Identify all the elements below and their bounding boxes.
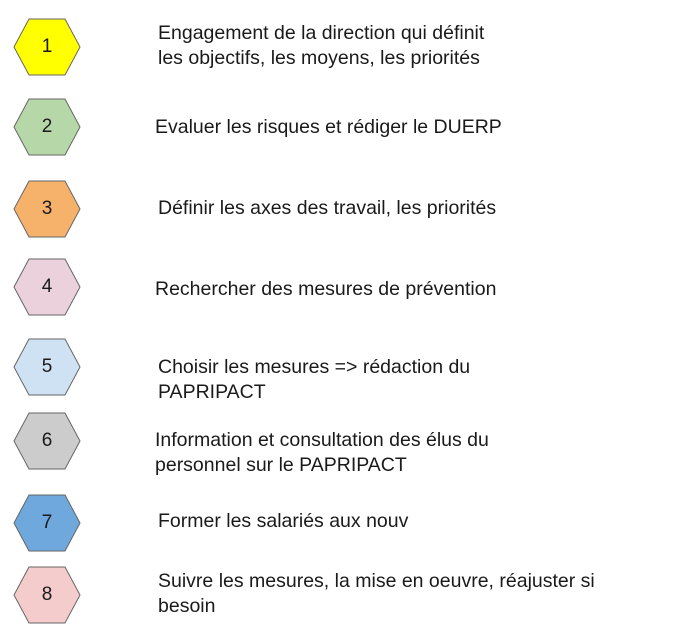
step-number: 2	[41, 116, 53, 137]
step-number: 5	[41, 356, 53, 377]
hexagon-4	[12, 258, 82, 316]
step-text: Engagement de la direction qui définit les objectifs, les moyens, les priorités	[158, 22, 485, 69]
step-number: 3	[41, 198, 53, 219]
step-text: Former les salariés aux nouv	[158, 510, 409, 532]
step-text: Evaluer les risques et rédiger le DUERP	[155, 116, 502, 138]
hexagon-2	[12, 98, 82, 156]
hexagon-8	[12, 566, 82, 624]
step-text: Information et consultation des élus du personnel sur le PAPRIPACT	[155, 429, 489, 476]
step-text: Choisir les mesures => rédaction du PAPRIPACT	[158, 356, 471, 403]
step-number: 8	[41, 584, 53, 605]
step-number: 6	[41, 430, 53, 451]
step-number: 1	[41, 36, 53, 57]
step-number: 7	[41, 512, 53, 533]
step-text: Suivre les mesures, la mise en oeuvre, réajuster si besoin	[158, 570, 595, 617]
hexagon-7	[12, 494, 82, 552]
hexagon-6	[12, 412, 82, 470]
hexagon-3	[12, 180, 82, 238]
hexagon-5	[12, 338, 82, 396]
step-text: Rechercher des mesures de prévention	[155, 278, 497, 300]
hexagon-1	[12, 18, 82, 76]
step-number: 4	[41, 276, 53, 297]
step-text: Définir les axes des travail, les priorités	[158, 197, 497, 219]
